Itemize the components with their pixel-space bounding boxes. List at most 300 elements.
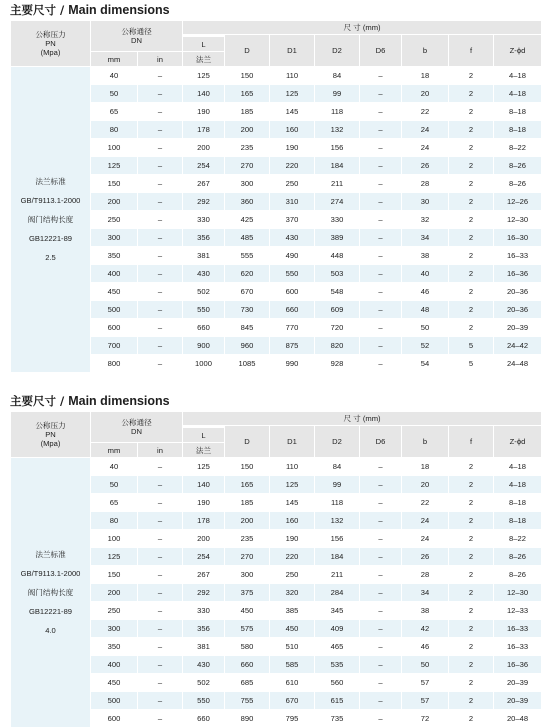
table-cell: 125 (270, 85, 315, 103)
table-cell: – (360, 139, 402, 157)
table-cell: 16–33 (494, 638, 542, 656)
table-row (11, 458, 542, 476)
table-cell: 502 (183, 283, 225, 301)
table-cell: 4–18 (494, 67, 542, 85)
col-in-header: in (138, 52, 183, 67)
table-cell: 615 (315, 692, 360, 710)
table-cell: 150 (91, 566, 138, 584)
heading-cn: 主要尺寸 / (10, 3, 69, 17)
table-cell: 795 (270, 710, 315, 728)
table-cell: 54 (402, 355, 449, 373)
dn-header (91, 412, 183, 443)
table-cell: 28 (402, 175, 449, 193)
table-cell: 80 (91, 512, 138, 530)
table-cell: – (138, 265, 183, 283)
table-cell: – (360, 584, 402, 602)
table-row (11, 319, 542, 337)
table-cell: 292 (183, 584, 225, 602)
table-cell: 8–26 (494, 548, 542, 566)
table-row (11, 85, 542, 103)
table-cell: – (138, 692, 183, 710)
pn-note: 法兰标准 (35, 177, 66, 186)
table-cell: 24 (402, 512, 449, 530)
table-cell: 485 (225, 229, 270, 247)
table-cell: 450 (225, 602, 270, 620)
table-cell: 18 (402, 458, 449, 476)
table-cell: 140 (183, 476, 225, 494)
col-d1-header: D1 (270, 35, 315, 67)
table-cell: 660 (183, 319, 225, 337)
table-row (11, 103, 542, 121)
table-cell: – (138, 512, 183, 530)
table-cell: 2 (449, 121, 494, 139)
table-cell: 12–30 (494, 584, 542, 602)
col-b-header: b (402, 426, 449, 458)
table-cell: 2 (449, 620, 494, 638)
table-cell: 284 (315, 584, 360, 602)
pn-header-pn: PN (45, 430, 56, 439)
table-cell: – (138, 247, 183, 265)
table-cell: 8–18 (494, 494, 542, 512)
table-cell: – (138, 584, 183, 602)
table-row (11, 710, 542, 728)
table-cell: 875 (270, 337, 315, 355)
table-cell: 600 (91, 319, 138, 337)
table-cell: 585 (270, 656, 315, 674)
table-cell: 267 (183, 175, 225, 193)
table-cell: 685 (225, 674, 270, 692)
table-cell: 160 (270, 121, 315, 139)
table-cell: – (360, 458, 402, 476)
table-row (11, 67, 542, 85)
table-cell: 24–48 (494, 355, 542, 373)
table-cell: 2 (449, 710, 494, 728)
table-cell: 555 (225, 247, 270, 265)
table-cell: – (360, 193, 402, 211)
table-cell: 20–39 (494, 319, 542, 337)
section-2-heading (10, 393, 170, 409)
table-row (11, 265, 542, 283)
table-cell: 1000 (183, 355, 225, 373)
table-row (11, 530, 542, 548)
table-cell: 550 (183, 301, 225, 319)
table-cell: – (138, 301, 183, 319)
col-f-header: f (449, 426, 494, 458)
table-cell: 450 (91, 283, 138, 301)
table-cell: 24 (402, 139, 449, 157)
col-z-header: Z-ϕd (494, 426, 542, 458)
table-cell: 118 (315, 494, 360, 512)
dn-header-dn: DN (131, 427, 142, 436)
table-row (11, 211, 542, 229)
table-row (11, 512, 542, 530)
table-cell: 2 (449, 566, 494, 584)
table-cell: – (360, 355, 402, 373)
table-cell: 28 (402, 566, 449, 584)
table-cell: 503 (315, 265, 360, 283)
table-cell: – (138, 193, 183, 211)
table-cell: 2 (449, 548, 494, 566)
table-cell: 2 (449, 85, 494, 103)
table-cell: – (360, 103, 402, 121)
table-cell: – (360, 85, 402, 103)
table-cell: – (360, 494, 402, 512)
pn-note: GB12221-89 (28, 607, 73, 616)
table-cell: 389 (315, 229, 360, 247)
table-cell: 310 (270, 193, 315, 211)
table-cell: 330 (183, 602, 225, 620)
table-cell: – (138, 355, 183, 373)
table-cell: 4–18 (494, 476, 542, 494)
table-cell: 960 (225, 337, 270, 355)
table-cell: 250 (91, 211, 138, 229)
table-cell: – (360, 265, 402, 283)
table-cell: 125 (183, 67, 225, 85)
table-row (11, 121, 542, 139)
table-cell: – (138, 710, 183, 728)
table-row (11, 247, 542, 265)
table-cell: 200 (91, 193, 138, 211)
table-cell: 34 (402, 229, 449, 247)
table-cell: 22 (402, 494, 449, 512)
table-cell: 2 (449, 638, 494, 656)
table-cell: 845 (225, 319, 270, 337)
table-cell: – (360, 710, 402, 728)
col-b-header: b (402, 35, 449, 67)
table-cell: 700 (91, 337, 138, 355)
table-cell: – (138, 476, 183, 494)
pn-header-cn: 公称压力 (35, 421, 66, 430)
table-cell: 20 (402, 85, 449, 103)
table-cell: 8–18 (494, 103, 542, 121)
table-cell: 2 (449, 674, 494, 692)
col-z-header: Z-ϕd (494, 35, 542, 67)
table-cell: 52 (402, 337, 449, 355)
table-cell: 8–26 (494, 157, 542, 175)
col-d6-header: D6 (360, 35, 402, 67)
table-row (11, 638, 542, 656)
table-cell: 430 (183, 656, 225, 674)
table-cell: 502 (183, 674, 225, 692)
table-cell: 40 (91, 67, 138, 85)
table-cell: 16–33 (494, 620, 542, 638)
table-cell: 125 (91, 548, 138, 566)
table-cell: 670 (225, 283, 270, 301)
table-cell: 250 (91, 602, 138, 620)
pn-header-pn: PN (45, 39, 56, 48)
table-cell: – (360, 229, 402, 247)
dimensions-table-1 (10, 20, 542, 373)
pn-notes (11, 458, 91, 728)
table-cell: 57 (402, 692, 449, 710)
table-cell: – (138, 121, 183, 139)
table-cell: 48 (402, 301, 449, 319)
table-cell: – (360, 692, 402, 710)
table-cell: 184 (315, 548, 360, 566)
table-cell: – (360, 530, 402, 548)
table-cell: 609 (315, 301, 360, 319)
table-cell: 190 (183, 103, 225, 121)
table-cell: 755 (225, 692, 270, 710)
table-cell: 510 (270, 638, 315, 656)
table-cell: 50 (91, 85, 138, 103)
table-cell: – (360, 67, 402, 85)
table-cell: 178 (183, 121, 225, 139)
table-cell: 465 (315, 638, 360, 656)
col-d2-header: D2 (315, 426, 360, 458)
table-cell: 140 (183, 85, 225, 103)
table-cell: 110 (270, 67, 315, 85)
table-cell: 34 (402, 584, 449, 602)
table-cell: 211 (315, 566, 360, 584)
table-cell: 330 (183, 211, 225, 229)
table-cell: 600 (91, 710, 138, 728)
col-in-header: in (138, 443, 183, 458)
table-cell: – (138, 548, 183, 566)
table-cell: 156 (315, 530, 360, 548)
table-cell: 20–48 (494, 710, 542, 728)
table-cell: 2 (449, 584, 494, 602)
table-cell: 500 (91, 692, 138, 710)
table-cell: – (360, 476, 402, 494)
table-cell: 548 (315, 283, 360, 301)
table-cell: – (138, 211, 183, 229)
table-cell: 16–36 (494, 265, 542, 283)
table-cell: 16–36 (494, 656, 542, 674)
table-cell: 660 (225, 656, 270, 674)
pn-note: 2.5 (45, 253, 56, 262)
col-d-header: D (225, 426, 270, 458)
table-row (11, 656, 542, 674)
table-cell: 2 (449, 530, 494, 548)
table-cell: 928 (315, 355, 360, 373)
table-cell: 535 (315, 656, 360, 674)
table-cell: 430 (270, 229, 315, 247)
table-cell: – (360, 656, 402, 674)
table-row (11, 229, 542, 247)
col-d6-header: D6 (360, 426, 402, 458)
table-cell: 65 (91, 494, 138, 512)
col-l-header: L (183, 428, 225, 443)
table-cell: 610 (270, 674, 315, 692)
col-f-header: f (449, 35, 494, 67)
table-row (11, 283, 542, 301)
table-cell: 8–18 (494, 512, 542, 530)
table-cell: 185 (225, 103, 270, 121)
table-cell: 2 (449, 229, 494, 247)
table-cell: 26 (402, 157, 449, 175)
table-cell: – (138, 494, 183, 512)
col-d-header: D (225, 35, 270, 67)
table-cell: 57 (402, 674, 449, 692)
table-row (11, 566, 542, 584)
table-cell: 575 (225, 620, 270, 638)
pn-note: GB12221-89 (28, 234, 73, 243)
table-cell: 2 (449, 283, 494, 301)
table-cell: 200 (225, 121, 270, 139)
table-cell: – (138, 674, 183, 692)
table-cell: – (138, 638, 183, 656)
table-cell: 8–26 (494, 566, 542, 584)
table-cell: 72 (402, 710, 449, 728)
table-row (11, 193, 542, 211)
dimensions-table-2 (10, 411, 542, 728)
table-cell: 185 (225, 494, 270, 512)
table-cell: 2 (449, 193, 494, 211)
table-cell: 46 (402, 638, 449, 656)
pn-header-cn: 公称压力 (35, 30, 66, 39)
table-cell: 65 (91, 103, 138, 121)
table-cell: 2 (449, 476, 494, 494)
table-cell: 270 (225, 157, 270, 175)
dims-header: 尺 寸 (mm) (183, 412, 542, 426)
table-row (11, 620, 542, 638)
table-row (11, 301, 542, 319)
table-cell: 150 (225, 67, 270, 85)
table-cell: 350 (91, 247, 138, 265)
table-cell: – (360, 157, 402, 175)
table-cell: 50 (402, 656, 449, 674)
table-row (11, 337, 542, 355)
table-cell: 26 (402, 548, 449, 566)
table-cell: 500 (91, 301, 138, 319)
col-flange-header: 法兰 (183, 52, 225, 67)
table-cell: 448 (315, 247, 360, 265)
table-cell: 356 (183, 620, 225, 638)
table-cell: 20–36 (494, 301, 542, 319)
table-cell: 12–26 (494, 193, 542, 211)
pn-note: 法兰标准 (35, 550, 66, 559)
table-cell: 145 (270, 494, 315, 512)
table-cell: 145 (270, 103, 315, 121)
table-cell: 385 (270, 602, 315, 620)
table-cell: 125 (183, 458, 225, 476)
table-cell: 2 (449, 175, 494, 193)
table-row (11, 175, 542, 193)
table-cell: – (360, 121, 402, 139)
table-cell: 12–30 (494, 211, 542, 229)
table-cell: 38 (402, 602, 449, 620)
table-cell: – (138, 139, 183, 157)
table-cell: 580 (225, 638, 270, 656)
table-cell: 211 (315, 175, 360, 193)
table-cell: – (138, 458, 183, 476)
table-cell: – (360, 301, 402, 319)
table-cell: 490 (270, 247, 315, 265)
pn-note: GB/T9113.1-2000 (20, 196, 81, 205)
table-cell: 99 (315, 85, 360, 103)
table-cell: 165 (225, 476, 270, 494)
table-cell: 100 (91, 139, 138, 157)
pn-notes (11, 67, 91, 373)
table-cell: – (360, 175, 402, 193)
table-cell: 178 (183, 512, 225, 530)
table-cell: 12–33 (494, 602, 542, 620)
table-cell: 350 (91, 638, 138, 656)
table-cell: 8–26 (494, 175, 542, 193)
table-cell: 32 (402, 211, 449, 229)
dims-header: 尺 寸 (mm) (183, 21, 542, 35)
pn-note: 4.0 (45, 626, 56, 635)
table-cell: 20–36 (494, 283, 542, 301)
table-cell: 300 (225, 566, 270, 584)
table-cell: – (360, 638, 402, 656)
table-cell: 370 (270, 211, 315, 229)
col-flange-header: 法兰 (183, 443, 225, 458)
table-cell: 250 (270, 175, 315, 193)
table-cell: – (360, 211, 402, 229)
table-row (11, 584, 542, 602)
table-cell: 4–18 (494, 458, 542, 476)
table-cell: 300 (91, 229, 138, 247)
table-cell: 330 (315, 211, 360, 229)
table-cell: 38 (402, 247, 449, 265)
table-cell: – (138, 103, 183, 121)
table-cell: 254 (183, 548, 225, 566)
table-cell: – (360, 512, 402, 530)
table-cell: 132 (315, 512, 360, 530)
table-cell: 660 (183, 710, 225, 728)
table-cell: 16–30 (494, 229, 542, 247)
table-cell: 50 (402, 319, 449, 337)
col-d2-header: D2 (315, 35, 360, 67)
table-cell: – (360, 620, 402, 638)
section-1-heading (10, 2, 170, 18)
table-cell: 20–39 (494, 674, 542, 692)
table-cell: 400 (91, 656, 138, 674)
table-cell: 200 (183, 139, 225, 157)
table-cell: – (138, 566, 183, 584)
table-cell: 2 (449, 656, 494, 674)
table-cell: – (360, 337, 402, 355)
table-cell: 22 (402, 103, 449, 121)
table-cell: 16–33 (494, 247, 542, 265)
dn-header (91, 21, 183, 52)
table-cell: 2 (449, 301, 494, 319)
table-row (11, 494, 542, 512)
table-cell: 409 (315, 620, 360, 638)
table-cell: – (360, 566, 402, 584)
table-cell: 8–22 (494, 530, 542, 548)
table-cell: 24 (402, 121, 449, 139)
table-cell: 720 (315, 319, 360, 337)
table-cell: 99 (315, 476, 360, 494)
table-cell: 18 (402, 67, 449, 85)
table-cell: – (360, 319, 402, 337)
table-cell: 2 (449, 458, 494, 476)
table-cell: 670 (270, 692, 315, 710)
pn-note: GB/T9113.1-2000 (20, 569, 81, 578)
table-cell: 250 (270, 566, 315, 584)
table-cell: 125 (91, 157, 138, 175)
table-cell: 150 (225, 458, 270, 476)
table-cell: 2 (449, 319, 494, 337)
table-cell: 84 (315, 458, 360, 476)
table-cell: 1085 (225, 355, 270, 373)
table-cell: 235 (225, 139, 270, 157)
table-cell: 270 (225, 548, 270, 566)
table-cell: – (360, 674, 402, 692)
table-cell: 2 (449, 139, 494, 157)
heading-en: Main dimensions (68, 394, 170, 408)
col-d1-header: D1 (270, 426, 315, 458)
table-cell: 820 (315, 337, 360, 355)
table-cell: – (138, 602, 183, 620)
table-cell: 2 (449, 103, 494, 121)
pn-header-unit: (Mpa) (40, 48, 61, 57)
table-cell: 118 (315, 103, 360, 121)
table-cell: 620 (225, 265, 270, 283)
